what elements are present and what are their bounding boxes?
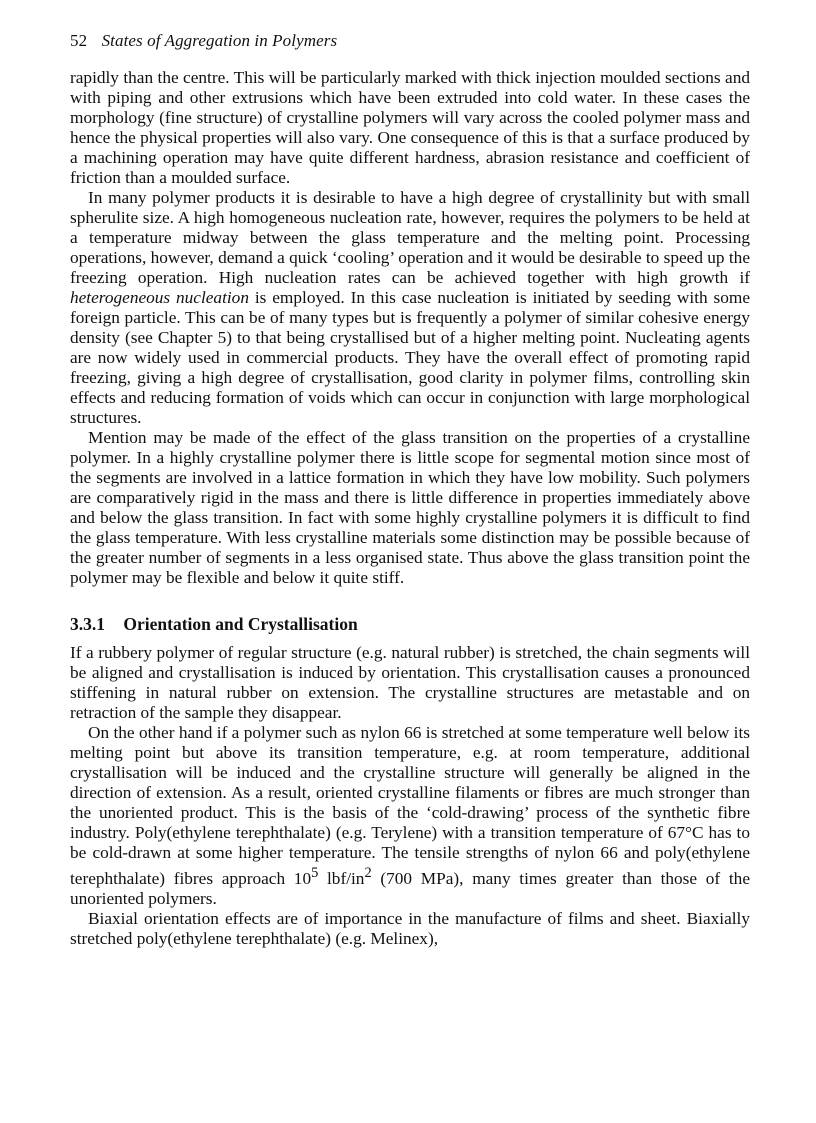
- book-page: [70, 30, 750, 949]
- paragraph-1: rapidly than the centre. This will be particularly marked with thick injection moulded sections and with piping and other extrusions which have been extruded into cold water. In these cases the morphology (fine structure) of crystalline polymers will vary across the cooled polymer mass and hence the physical properties will also vary. One consequence of this is that a surface produced by a machining operation may have quite different hardness, abrasion resistance and coefficient of friction than a moulded surface.: [70, 68, 750, 187]
- section-number: 3.3.1: [70, 614, 105, 634]
- paragraph-5-unit: lbf/in: [318, 868, 365, 888]
- paragraph-6: Biaxial orientation effects are of importance in the manufacture of films and sheet. Biaxially stretched poly(ethylene terephthalate) (e.g. Melinex),: [70, 908, 750, 948]
- running-title: States of Aggregation in Polymers: [101, 31, 338, 50]
- paragraph-4: If a rubbery polymer of regular structure (e.g. natural rubber) is stretched, the chain segments will be aligned and crystallisation is induced by orientation. This crystallisation causes a pronounced stiffening in natural rubber on extension. The crystalline structures are metastable and on retraction of the sample they disappear.: [70, 643, 750, 722]
- paragraph-2-text-a: In many polymer products it is desirable to have a high degree of crystallinity but with small spherulite size. A high homogeneous nucleation rate, however, requires the polymers to be held at a temperature midway between the glass temperature and the melting point. Processing operations, however, demand a quick ‘cooling’ operation and it would be desirable to speed up the freezing operation. High nucleation rates can be achieved together with high growth if: [70, 188, 750, 287]
- section-heading: [70, 613, 750, 635]
- section-title: Orientation and Crystallisation: [123, 614, 358, 634]
- running-header: [70, 30, 750, 52]
- paragraph-2-text-b: is employed. In this case nucleation is initiated by seeding with some foreign particle. This can be of many types but is frequently a polymer of similar cohesive energy density (see Chapter 5) to that being crystallised but of a higher melting point. Nucleating agents are now widely used in commercial products. They have the overall effect of promoting rapid freezing, giving a high degree of crystallisation, good clarity in polymer films, controlling skin effects and reducing formation of voids which can occur in conjunction with large morphological structures.: [70, 288, 750, 427]
- page-number: 52: [70, 31, 88, 50]
- paragraph-5: [70, 723, 750, 909]
- exponent-2: 2: [364, 865, 372, 881]
- paragraph-5-text-a: On the other hand if a polymer such as nylon 66 is stretched at some temperature well below its melting point but above its transition temperature, e.g. at room temperature, additional crystallisation will be induced and the crystalline structure will generally be aligned in the direction of extension. As a result, oriented crystalline filaments or fibres are much stronger than the unoriented product. This is the basis of the ‘cold-drawing’ process of the synthetic fibre industry. Poly(ethylene terephthalate) (e.g. Terylene) with a transition temperature of 67°C has to be cold-drawn at some higher temperature. The tensile strengths of nylon 66 and poly(ethylene terephthalate) fibres approach 10: [70, 723, 750, 888]
- paragraph-5-text-b: (700 MPa), many times greater than those of the unoriented polymers.: [70, 868, 750, 908]
- heterogeneous-nucleation-term: heterogeneous nucleation: [70, 288, 249, 307]
- exponent-5: 5: [311, 865, 319, 881]
- paragraph-3: Mention may be made of the effect of the glass transition on the properties of a crystalline polymer. In a highly crystalline polymer there is little scope for segmental motion since most of the segments are involved in a lattice formation in which they have low mobility. Such polymers are comparatively rigid in the mass and there is little difference in properties immediately above and below the glass transition. In fact with some highly crystalline polymers it is difficult to find the glass temperature. With less crystalline materials some distinction may be possible because of the greater number of segments in a less organised state. Thus above the glass transition point the polymer may be flexible and below it quite stiff.: [70, 428, 750, 587]
- paragraph-2: [70, 188, 750, 428]
